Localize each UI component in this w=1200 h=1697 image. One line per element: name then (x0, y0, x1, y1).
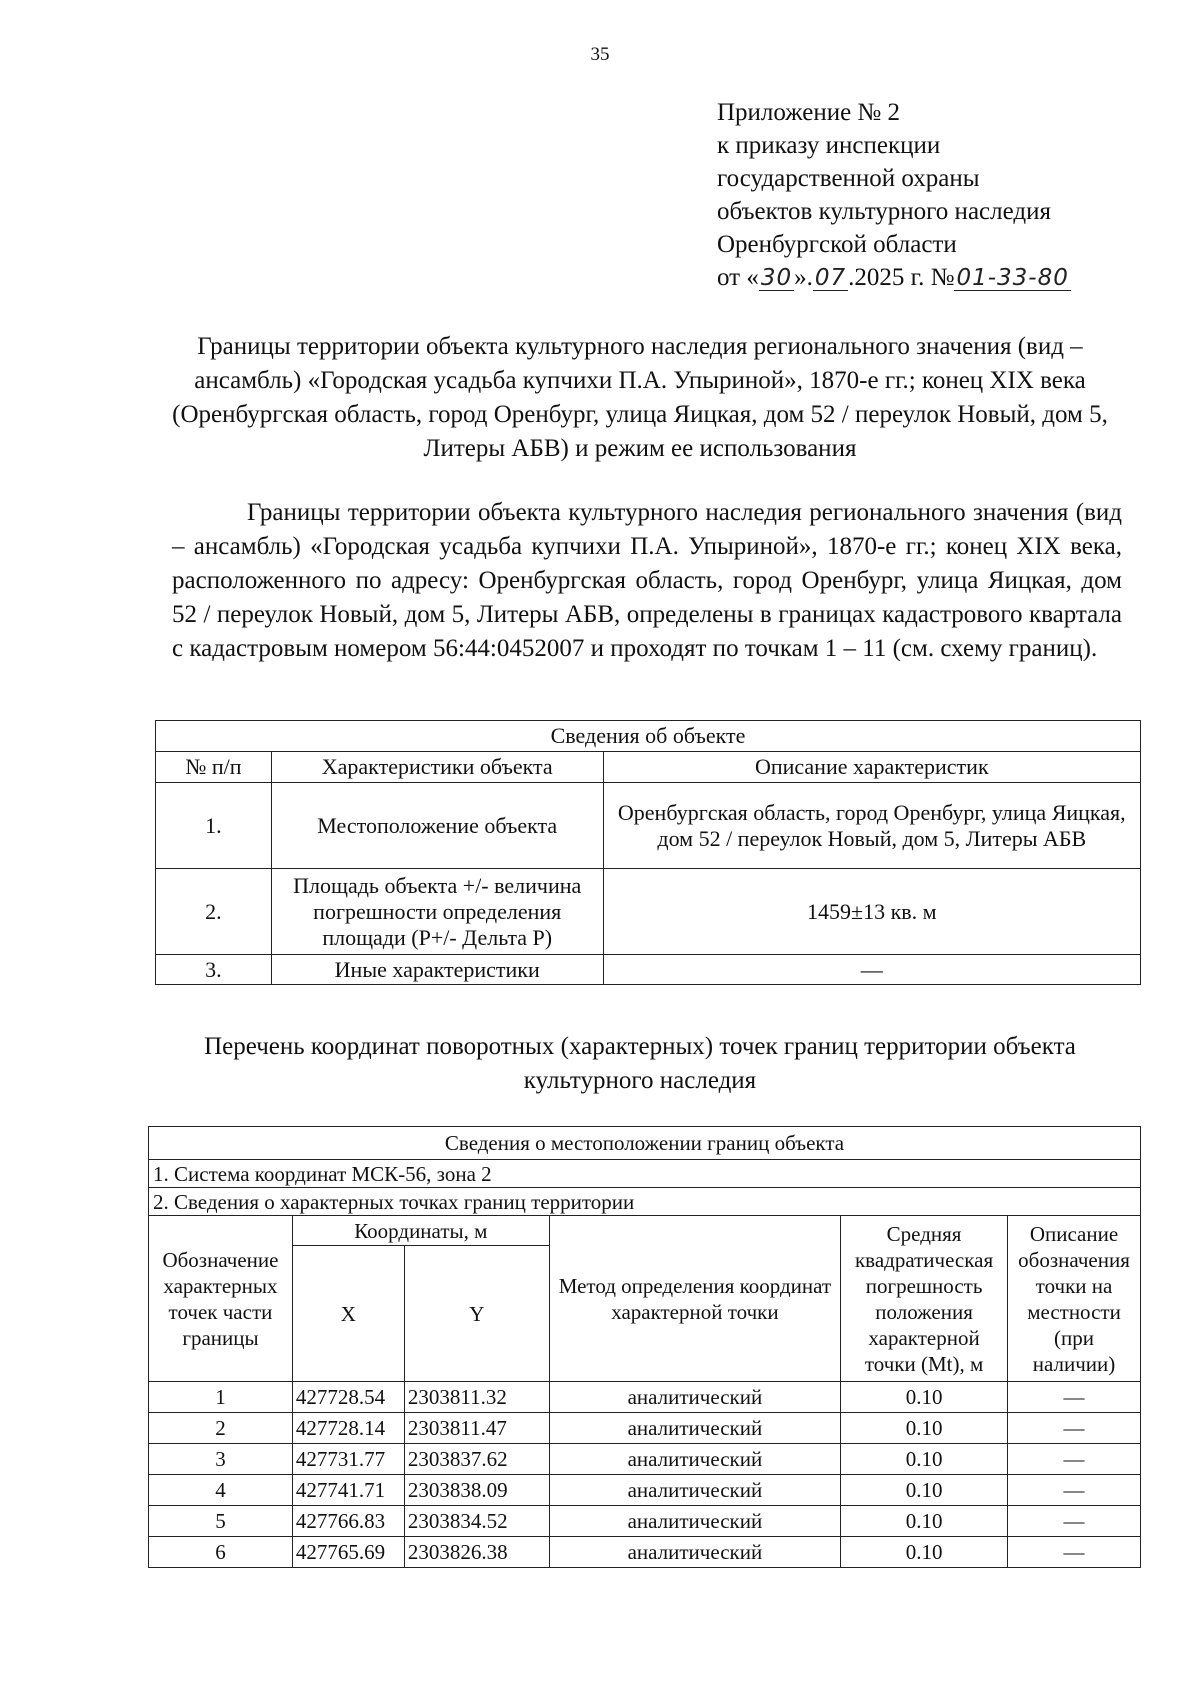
cell-method: аналитический (549, 1413, 840, 1444)
cell-point: 3 (149, 1444, 293, 1475)
object-table-caption: Сведения об объекте (156, 721, 1141, 752)
cell-mt: 0.10 (841, 1444, 1008, 1475)
table-row (156, 869, 1141, 955)
cell-y: 2303826.38 (404, 1537, 549, 1568)
handwritten-order-number: 01-33-80 (956, 265, 1069, 291)
cell-y: 2303811.32 (404, 1382, 549, 1413)
cell-desc: — (1008, 1413, 1141, 1444)
cell-mt: 0.10 (841, 1475, 1008, 1506)
header-y: Y (404, 1246, 549, 1382)
row-num: 1. (156, 783, 272, 869)
table-row (149, 1506, 1141, 1537)
appendix-line-4: объектов культурного наследия (717, 198, 1051, 225)
cell-x: 427728.54 (292, 1382, 404, 1413)
appendix-line-1: Приложение № 2 (717, 99, 901, 126)
coordinates-section-title: Перечень координат поворотных (характерных) точек границ территории объекта культурного наследия (204, 1033, 1076, 1094)
cell-point: 5 (149, 1506, 293, 1537)
cell-y: 2303838.09 (404, 1475, 549, 1506)
row-name: Площадь объекта +/- величина погрешности определения площади (P+/- Дельта P) (271, 869, 603, 955)
row-value: — (603, 955, 1140, 985)
row-name: Иные характеристики (271, 955, 603, 985)
table-row (149, 1475, 1141, 1506)
date-prefix: от « (717, 264, 759, 291)
handwritten-month: 07 (814, 265, 847, 291)
header-error: Средняя квадратическая погрешность положения характерной точки (Mt), м (841, 1216, 1008, 1382)
cell-mt: 0.10 (841, 1506, 1008, 1537)
date-mid: ». (794, 264, 813, 291)
object-table-header-name: Характеристики объекта (271, 752, 603, 783)
cell-method: аналитический (549, 1537, 840, 1568)
header-point: Обозначение характерных точек части границы (149, 1216, 293, 1382)
document-title: Границы территории объекта культурного наследия регионального значения (вид – ансамбль) «Городская усадьба купчихи П.А. Упыриной», 1870-е гг.; конец XIX века (Оренбургская область, город Оренбург, улица Яицкая, дом 52 / переулок Новый, дом 5, Литеры АБВ) и режим ее использования (172, 333, 1108, 462)
cell-mt: 0.10 (841, 1413, 1008, 1444)
object-table-header-value: Описание характеристик (603, 752, 1140, 783)
cell-desc: — (1008, 1506, 1141, 1537)
table-row (156, 955, 1141, 985)
header-description: Описание обозначения точки на местности (при наличии) (1008, 1216, 1141, 1382)
appendix-block (717, 96, 1177, 294)
cell-method: аналитический (549, 1382, 840, 1413)
cell-y: 2303811.47 (404, 1413, 549, 1444)
table-row (149, 1413, 1141, 1444)
appendix-line-2: к приказу инспекции (717, 132, 941, 159)
cell-point: 6 (149, 1537, 293, 1568)
cell-desc: — (1008, 1382, 1141, 1413)
cell-mt: 0.10 (841, 1537, 1008, 1568)
coordinates-table (148, 1126, 1141, 1568)
object-table-header-num: № п/п (156, 752, 272, 783)
cell-y: 2303834.52 (404, 1506, 549, 1537)
table-row (156, 783, 1141, 869)
row-value: Оренбургская область, город Оренбург, улица Яицкая, дом 52 / переулок Новый, дом 5, Литеры АБВ (603, 783, 1140, 869)
table-row (149, 1537, 1141, 1568)
cell-method: аналитический (549, 1506, 840, 1537)
row-name: Местоположение объекта (271, 783, 603, 869)
appendix-line-5: Оренбургской области (717, 231, 957, 258)
cell-y: 2303837.62 (404, 1444, 549, 1475)
cell-x: 427728.14 (292, 1413, 404, 1444)
cell-method: аналитический (549, 1444, 840, 1475)
cell-point: 2 (149, 1413, 293, 1444)
points-info: 2. Сведения о характерных точках границ территории (149, 1188, 1141, 1216)
cell-desc: — (1008, 1537, 1141, 1568)
body-paragraph: Границы территории объекта культурного наследия регионального значения (вид – ансамбль) «Городская усадьба купчихи П.А. Упыриной», 1870-е гг.; конец XIX века, расположенного по адресу: Оренбургская область, город Оренбург, улица Яицкая, дом 52 / переулок Новый, дом 5, Литеры АБВ, определены в границах кадастрового квартала с кадастровым номером 56:44:0452007 и проходят по точкам 1 – 11 (см. схему границ). (172, 499, 1122, 662)
cell-method: аналитический (549, 1475, 840, 1506)
table-row (149, 1382, 1141, 1413)
cell-x: 427731.77 (292, 1444, 404, 1475)
row-num: 2. (156, 869, 272, 955)
coords-table-caption: Сведения о местоположении границ объекта (149, 1127, 1141, 1160)
cell-x: 427766.83 (292, 1506, 404, 1537)
header-method: Метод определения координат характерной точки (549, 1216, 840, 1382)
row-num: 3. (156, 955, 272, 985)
handwritten-day: 30 (760, 265, 793, 291)
cell-mt: 0.10 (841, 1382, 1008, 1413)
cell-point: 1 (149, 1382, 293, 1413)
table-row (149, 1444, 1141, 1475)
appendix-date-line (717, 261, 1177, 294)
cell-x: 427765.69 (292, 1537, 404, 1568)
coordinate-system: 1. Система координат МСК-56, зона 2 (149, 1160, 1141, 1188)
row-value: 1459±13 кв. м (603, 869, 1140, 955)
cell-x: 427741.71 (292, 1475, 404, 1506)
appendix-line-3: государственной охраны (717, 165, 980, 192)
header-coords: Координаты, м (292, 1216, 549, 1246)
cell-desc: — (1008, 1475, 1141, 1506)
page-number: 35 (590, 44, 610, 65)
cell-desc: — (1008, 1444, 1141, 1475)
date-suffix: .2025 г. № (848, 264, 955, 291)
object-info-table (155, 720, 1141, 985)
cell-point: 4 (149, 1475, 293, 1506)
header-x: X (292, 1246, 404, 1382)
